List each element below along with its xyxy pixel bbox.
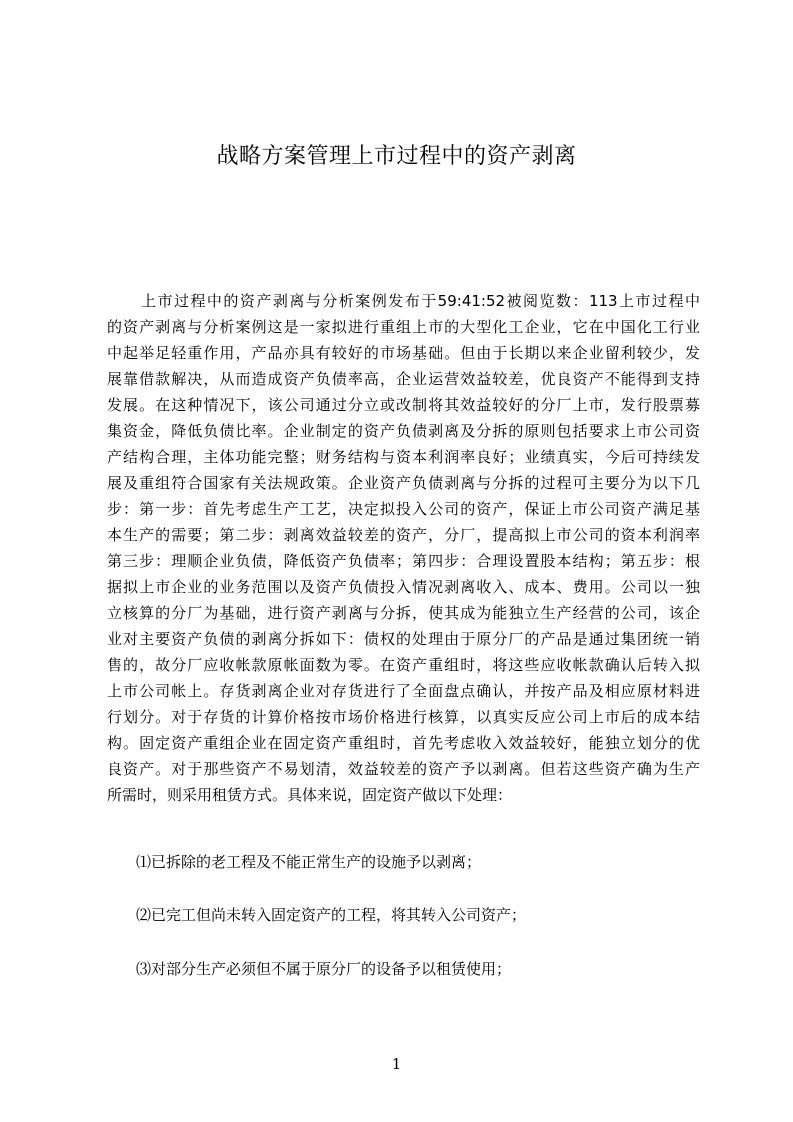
page-number: 1	[391, 1055, 402, 1073]
paragraph-line: 发展。在这种情况下，该公司通过分立或改制将其效益较好的分厂上市，发行股票募	[107, 396, 700, 414]
paragraph-line: 上市公司帐上。存货剥离企业对存货进行了全面盘点确认，并按产品及相应原材料进	[107, 682, 700, 700]
paragraph-line: 立核算的分厂为基础，进行资产剥离与分拆，使其成为能独立生产经营的公司，该企	[107, 604, 700, 622]
paragraph-line: 业对主要资产负债的剥离分拆如下：债权的处理由于原分厂的产品是通过集团统一销	[107, 630, 700, 648]
paragraph-line: 据拟上市企业的业务范围以及资产负债投入情况剥离收入、成本、费用。公司以一独	[107, 578, 700, 596]
paragraph-line: 构。固定资产重组企业在固定资产重组时，首先考虑收入效益较好，能独立划分的优	[107, 734, 700, 752]
paragraph-line: 行划分。对于存货的计算价格按市场价格进行核算，以真实反应公司上市后的成本结	[107, 708, 700, 726]
paragraph-line: 展靠借款解决，从而造成资产负债率高，企业运营效益较差，优良资产不能得到支持	[107, 370, 700, 388]
paragraph-line: 产结构合理，主体功能完整；财务结构与资本利润率良好；业绩真实，今后可持续发	[107, 448, 700, 466]
list-item: ⑶对部分生产必须但不属于原分厂的设备予以租赁使用；	[136, 960, 512, 978]
body-paragraph	[107, 288, 700, 808]
paragraph-line: 本生产的需要；第二步：剥离效益较差的资产，分厂，提高拟上市公司的资本利润率	[107, 526, 700, 544]
list-item: ⑵已完工但尚未转入固定资产的工程，将其转入公司资产；	[136, 906, 527, 924]
paragraph-line: 的资产剥离与分析案例这是一家拟进行重组上市的大型化工企业，它在中国化工行业	[107, 318, 700, 336]
paragraph-line: 售的，故分厂应收帐款原帐面数为零。在资产重组时，将这些应收帐款确认后转入拟	[107, 656, 700, 674]
list-item: ⑴已拆除的老工程及不能正常生产的设施予以剥离；	[136, 853, 482, 871]
paragraph-line: 上市过程中的资产剥离与分析案例发布于59:41:52被阅览数：113上市过程中	[141, 292, 700, 310]
document-title: 战略方案管理上市过程中的资产剥离	[216, 144, 577, 169]
paragraph-line: 所需时，则采用租赁方式。具体来说，固定资产做以下处理：	[107, 786, 513, 804]
paragraph-line: 良资产。对于那些资产不易划清，效益较差的资产予以剥离。但若这些资产确为生产	[107, 760, 700, 778]
paragraph-line: 第三步：理顺企业负债，降低资产负债率；第四步：合理设置股本结构；第五步：根	[107, 552, 700, 570]
paragraph-line: 步：第一步：首先考虑生产工艺，决定拟投入公司的资产，保证上市公司资产满足基	[107, 500, 700, 518]
paragraph-line: 展及重组符合国家有关法规政策。企业资产负债剥离与分拆的过程可主要分为以下几	[107, 474, 700, 492]
paragraph-line: 中起举足轻重作用，产品亦具有较好的市场基础。但由于长期以来企业留利较少，发	[107, 344, 700, 362]
paragraph-line: 集资金，降低负债比率。企业制定的资产负债剥离及分拆的原则包括要求上市公司资	[107, 422, 700, 440]
